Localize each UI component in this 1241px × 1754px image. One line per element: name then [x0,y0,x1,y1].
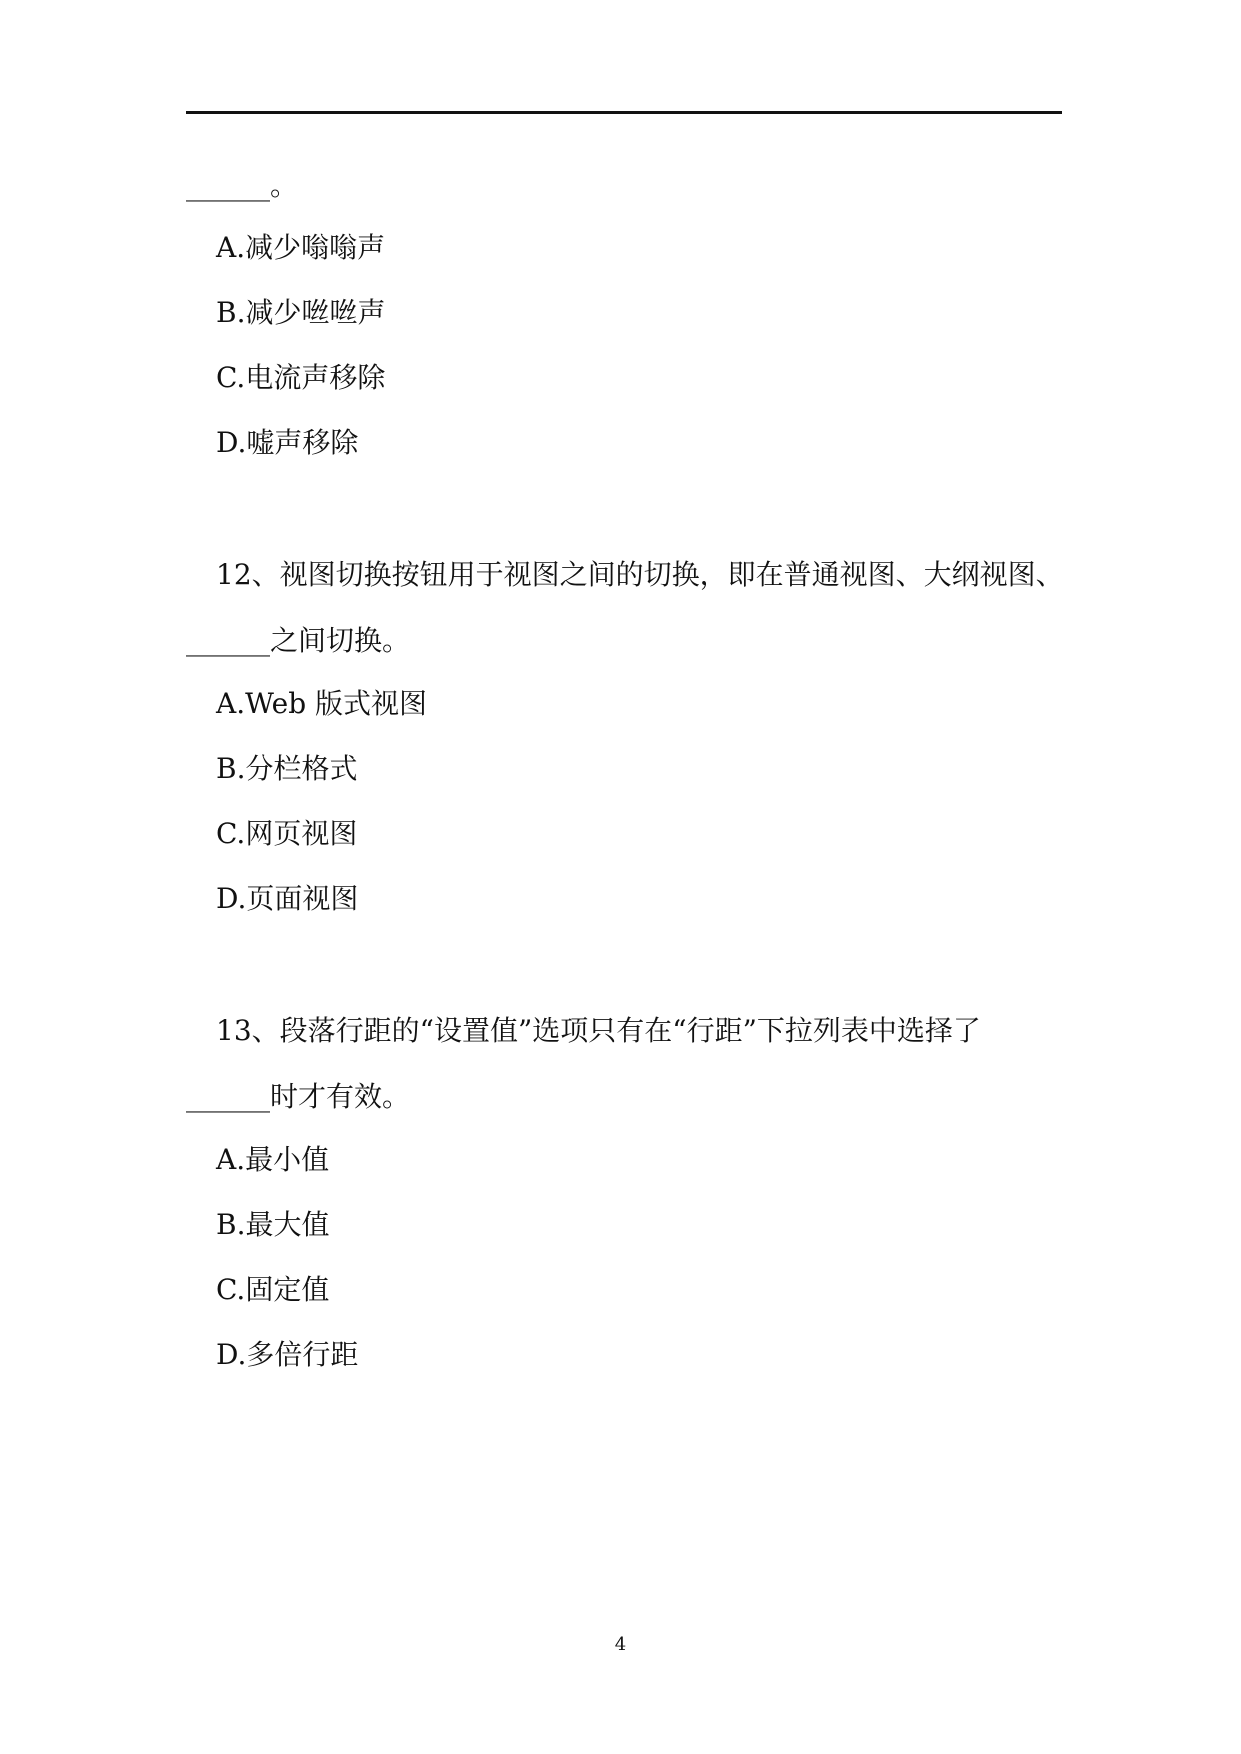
q13-stem-line2: ______时才有效。 [186,1080,411,1113]
q12-option-b: B.分栏格式 [216,752,358,785]
q12-stem-line1: 12、视图切换按钮用于视图之间的切换，即在普通视图、大纲视图、 [216,558,1064,591]
q11-stem-continuation: ______。 [186,169,299,202]
q12-option-d: D.页面视图 [216,882,359,915]
q11-option-d: D.嘘声移除 [216,426,359,459]
q13-option-d: D.多倍行距 [216,1338,359,1371]
page-number: 4 [614,1634,627,1655]
q12-option-c: C.网页视图 [216,817,358,850]
q12-option-a: A.Web 版式视图 [216,687,428,720]
header-rule [186,111,1062,114]
q11-option-c: C.电流声移除 [216,361,386,394]
q13-option-a: A.最小值 [216,1143,330,1176]
q13-option-b: B.最大值 [216,1208,330,1241]
q12-stem-line2: ______之间切换。 [186,624,411,657]
q11-option-b: B.减少咝咝声 [216,296,386,329]
q11-option-a: A.减少嗡嗡声 [216,231,386,264]
q13-option-c: C.固定值 [216,1273,330,1306]
q13-stem-line1: 13、段落行距的“设置值”选项只有在“行距”下拉列表中选择了 [216,1014,981,1047]
